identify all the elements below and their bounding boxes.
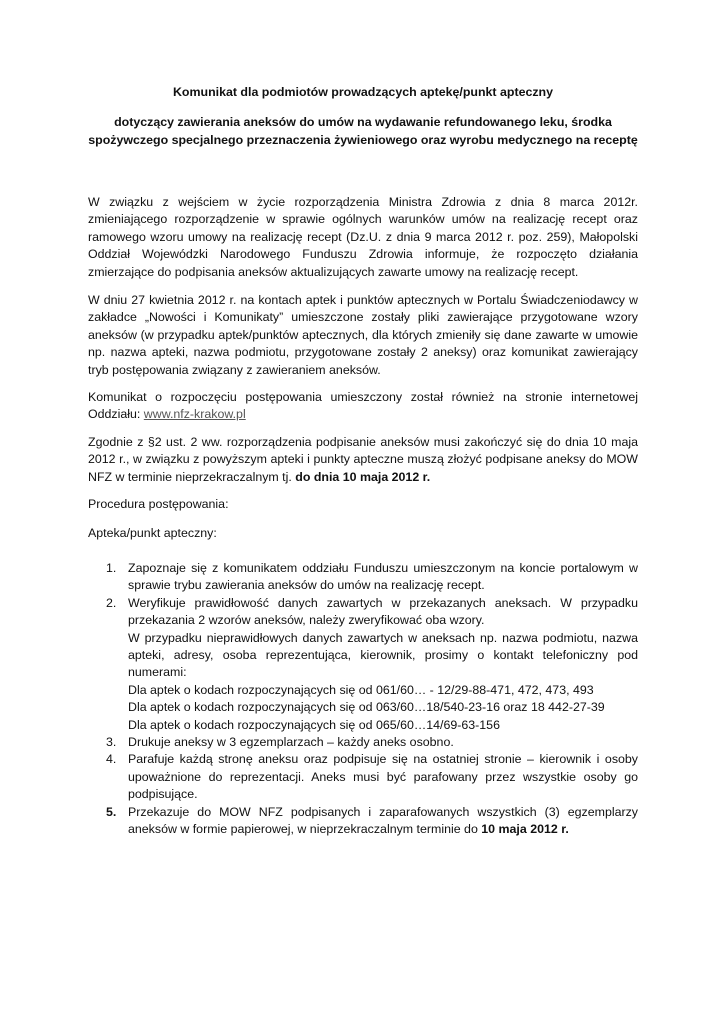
- list-item: [88, 595, 638, 734]
- final-deadline-date: 10 maja 2012 r.: [481, 822, 569, 836]
- step-number: 3.: [106, 734, 117, 749]
- paragraph-intro: W związku z wejściem w życie rozporządzenia Ministra Zdrowia z dnia 8 marca 2012r. zmieniającego rozporządzenie w sprawie ogólnych warunków umów na realizację recept oraz ramowego wzoru umowy na realizację recept (Dz.U. z dnia 9 marca 2012 r. poz. 259), Małopolski Oddział Wojewódzki Narodowego Funduszu Zdrowia informuje, że rozpoczęto działania zmierzające do podpisania aneksów aktualizujących zawarte umowy na realizację recept.: [88, 195, 638, 279]
- step-text: Zapoznaje się z komunikatem oddziału Funduszu umieszczonym na koncie portalowym w sprawie trybu zawierania aneksów do umów na realizację recept.: [128, 560, 638, 593]
- list-item: [88, 804, 638, 839]
- phone-line: Dla aptek o kodach rozpoczynających się od 063/60…18/540-23-16 oraz 18 442-27-39: [128, 700, 605, 715]
- step-text: Przekazuje do MOW NFZ podpisanych i zaparafowanych wszystkich (3) egzemplarzy aneksów w formie papierowej, w nieprzekraczalnym terminie do: [128, 804, 638, 836]
- list-item: [88, 560, 638, 595]
- website-link[interactable]: www.nfz-krakow.pl: [143, 407, 246, 422]
- phone-line: Dla aptek o kodach rozpoczynających się od 061/60… - 12/29-88-471, 472, 473, 493: [128, 682, 594, 697]
- list-item: [88, 751, 638, 803]
- paragraph-website-text: Komunikat o rozpoczęciu postępowania umieszczony został również na stronie internetowej Oddziału:: [88, 390, 638, 422]
- pharmacy-heading: Apteka/punkt apteczny:: [88, 525, 217, 540]
- paragraph-deadline-text: Zgodnie z §2 ust. 2 ww. rozporządzenia podpisanie aneksów musi zakończyć się do dnia 10 maja 2012 r., w związku z powyższym apteki i punkty apteczne muszą złożyć podpisane aneksy do MOW NFZ w terminie nieprzekraczalnym tj.: [88, 434, 638, 484]
- step-note: W przypadku nieprawidłowych danych zawartych w aneksach np. nazwa podmiotu, nazwa apteki, adresy, osoba reprezentująca, kierownik, prosimy o kontakt telefoniczny pod numerami:: [128, 630, 638, 680]
- step-number: 5.: [106, 804, 117, 819]
- procedure-heading: Procedura postępowania:: [88, 497, 229, 512]
- step-text: Drukuje aneksy w 3 egzemplarzach – każdy aneks osobno.: [128, 734, 454, 749]
- step-number: 1.: [106, 560, 117, 575]
- document-title: Komunikat dla podmiotów prowadzących aptekę/punkt apteczny: [172, 85, 554, 99]
- step-text: Weryfikuje prawidłowość danych zawartych w przekazanych aneksach. W przypadku przekazania 2 wzorów aneksów, należy zweryfikować oba wzory.: [128, 595, 638, 628]
- deadline-date: do dnia 10 maja 2012 r.: [295, 469, 431, 484]
- list-item: [88, 734, 638, 751]
- step-number: 2.: [106, 595, 117, 610]
- paragraph-website: [88, 389, 638, 424]
- phone-line: Dla aptek o kodach rozpoczynających się od 065/60…14/69-63-156: [128, 717, 500, 732]
- paragraph-deadline: [88, 434, 638, 486]
- step-number: 4.: [106, 752, 117, 767]
- procedure-steps-list: [88, 560, 638, 839]
- document-subtitle: dotyczący zawierania aneksów do umów na wydawanie refundowanego leku, środka spożywczego specjalnego przeznaczenia żywieniowego oraz wyrobu medycznego na receptę: [88, 115, 638, 147]
- step-text: Parafuje każdą stronę aneksu oraz podpisuje się na ostatniej stronie – kierownik i osoby upoważnione do reprezentacji. Aneks musi być parafowany przez wszystkie osoby go podpisujące.: [128, 752, 638, 802]
- document-page: [88, 84, 638, 838]
- paragraph-portal: W dniu 27 kwietnia 2012 r. na kontach aptek i punktów aptecznych w Portalu Świadczeniodawcy w zakładce „Nowości i Komunikaty” umieszczone zostały pliki zawierające przygotowane wzory aneksów (w przypadku aptek/punktów aptecznych, dla których zmieniły się dane zawarte w umowie np. nazwa apteki, nazwa podmiotu, przygotowane zostały 2 aneksy) oraz komunikat zawierający tryb postępowania związany z zawieraniem aneksów.: [88, 293, 638, 377]
